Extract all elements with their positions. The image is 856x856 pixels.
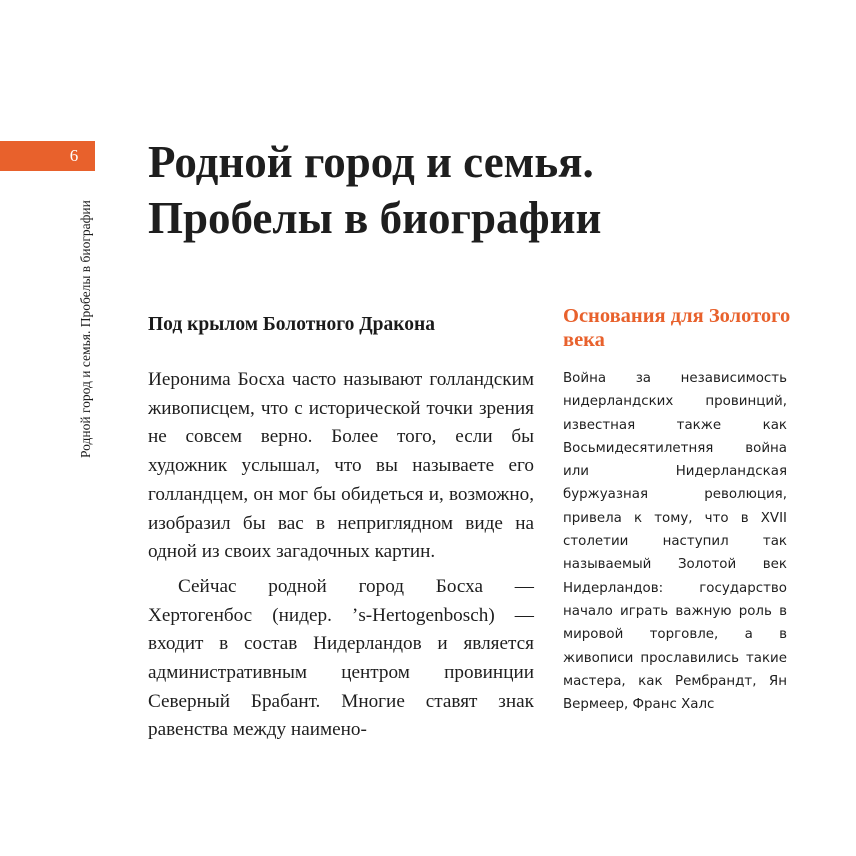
body-paragraph-1: Иеронима Босха часто называют голландским живописцем, что с исторической точки зрения не совсем верно. Более того, если бы художник услышал, что вы называете его голландцем, он мог бы обидеться и, возможно, изобразил бы вас в неприглядном виде на одной из своих загадочных картин. [148, 369, 534, 563]
section-heading: Под крылом Болотного Дракона [148, 314, 435, 335]
sidebar-text: Война за независимость нидерландских провинций, известная также как Восьмидесятилетняя война или Нидерландская буржуазная революция, привела к тому, что в XVII столетии наступил так называемый Золотой век Нидерландов: государство начало играть важную роль в мировой торговле, а в живописи прославились такие мастера, как Рембрандт, Ян Вермеер, Франс Халс [563, 371, 787, 713]
running-head: Родной город и семья. Пробелы в биографии [78, 200, 93, 458]
page-number: 6 [69, 146, 79, 165]
body-paragraph-2: Сейчас родной город Босха — Хертогенбос (нидер. ’s-Hertogenbosch) — входит в состав Нидерландов и является административным центром провинции Северный Брабант. Многие ставят знак равенства между наимено- [148, 575, 534, 741]
chapter-title-line-2: Пробелы в биографии [148, 193, 602, 243]
main-text [148, 366, 534, 745]
sidebar-heading: Основания для Золотого века [563, 305, 791, 351]
chapter-title-line-1: Родной город и семья. [148, 137, 594, 187]
chapter-title [148, 134, 808, 246]
